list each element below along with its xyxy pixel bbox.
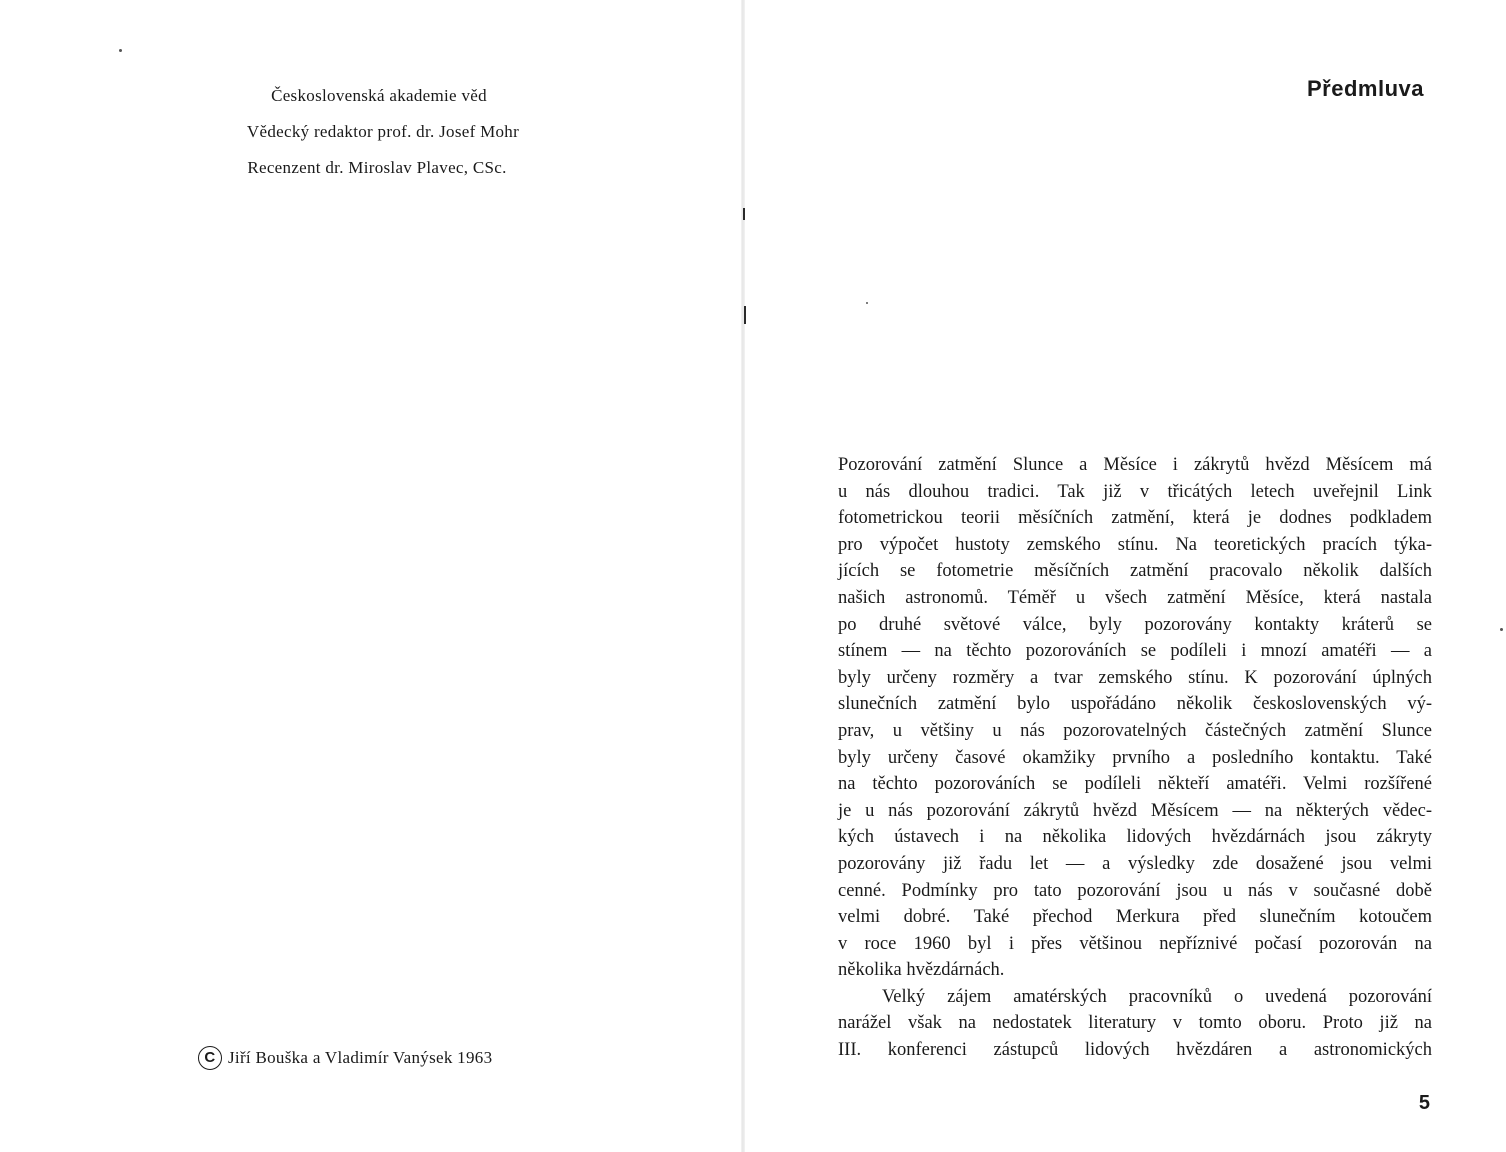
text-line: narážel však na nedostatek literatury v tomto oboru. Proto již na: [838, 1013, 1432, 1034]
text-line: v roce 1960 byl i přes většinou nepříznivé počasí pozorován na: [838, 933, 1432, 954]
text-line: je u nás pozorování zákrytů hvězd Měsícem — na některých vědec-: [838, 800, 1432, 821]
paper-speck: [119, 49, 122, 52]
text-line: fotometrickou teorii měsíčních zatmění, která je dodnes podkladem: [838, 508, 1432, 529]
text-line: Pozorování zatmění Slunce a Měsíce i zákrytů hvězd Měsícem má: [838, 455, 1432, 475]
copyright-notice: [198, 1046, 492, 1070]
book-gutter: [741, 0, 745, 1152]
text-line: velmi dobré. Také přechod Merkura před slunečním kotoučem: [838, 907, 1432, 928]
text-line: Velký zájem amatérských pracovníků o uvedená pozorování: [882, 986, 1432, 1007]
paper-speck: [866, 302, 868, 304]
text-line: jících se fotometrie měsíčních zatmění pracovalo několik dalších: [838, 561, 1432, 582]
text-line: pozorovány již řadu let — a výsledky zde dosažené jsou velmi: [838, 853, 1432, 874]
text-line: byly určeny rozměry a tvar zemského stínu. K pozorování úplných: [838, 667, 1432, 688]
preface-body: [838, 452, 1432, 1064]
chapter-title: Předmluva: [1307, 76, 1424, 101]
left-page: [0, 0, 742, 1152]
copyright-text: Jiří Bouška a Vladimír Vanýsek 1963: [228, 1048, 493, 1067]
text-line: stínem — na těchto pozorováních se podíleli i mnozí amatéři — a: [838, 641, 1432, 662]
text-line: pro výpočet hustoty zemského stínu. Na teoretických pracích týka-: [838, 534, 1432, 555]
text-line: slunečních zatmění bylo uspořádáno několik československých vý-: [838, 694, 1432, 715]
text-line: u nás dlouhou tradici. Tak již v třicátých letech uveřejnil Link: [838, 481, 1432, 502]
text-line: našich astronomů. Téměř u všech zatmění Měsíce, která nastala: [838, 587, 1432, 608]
right-page: [746, 0, 1506, 1152]
imprint-reviewer: Recenzent dr. Miroslav Plavec, CSc.: [247, 158, 507, 177]
imprint-scientific-editor: Vědecký redaktor prof. dr. Josef Mohr: [246, 122, 520, 141]
text-line: kých ústavech i na několika lidových hvězdárnách jsou zákryty: [838, 827, 1432, 848]
text-line: cenné. Podmínky pro tato pozorování jsou u nás v současné době: [838, 880, 1432, 901]
text-line: po druhé světové válce, byly pozorovány kontakty kráterů se: [838, 614, 1432, 635]
copyright-icon: C: [198, 1046, 222, 1070]
text-line: byly určeny časové okamžiky prvního a posledního kontaktu. Také: [838, 747, 1432, 768]
gutter-mark: [743, 208, 745, 220]
text-line: III. konferenci zástupců lidových hvězdáren a astronomických: [838, 1040, 1432, 1061]
text-line: na těchto pozorováních se podíleli někteří amatéři. Velmi rozšířené: [838, 774, 1432, 795]
text-line: několika hvězdárnách.: [838, 960, 1005, 981]
text-line: prav, u většiny u nás pozorovatelných částečných zatmění Slunce: [838, 720, 1432, 741]
paper-speck: [1500, 628, 1503, 631]
page-number: 5: [1418, 1092, 1430, 1114]
imprint-academy: Československá akademie věd: [271, 86, 487, 105]
